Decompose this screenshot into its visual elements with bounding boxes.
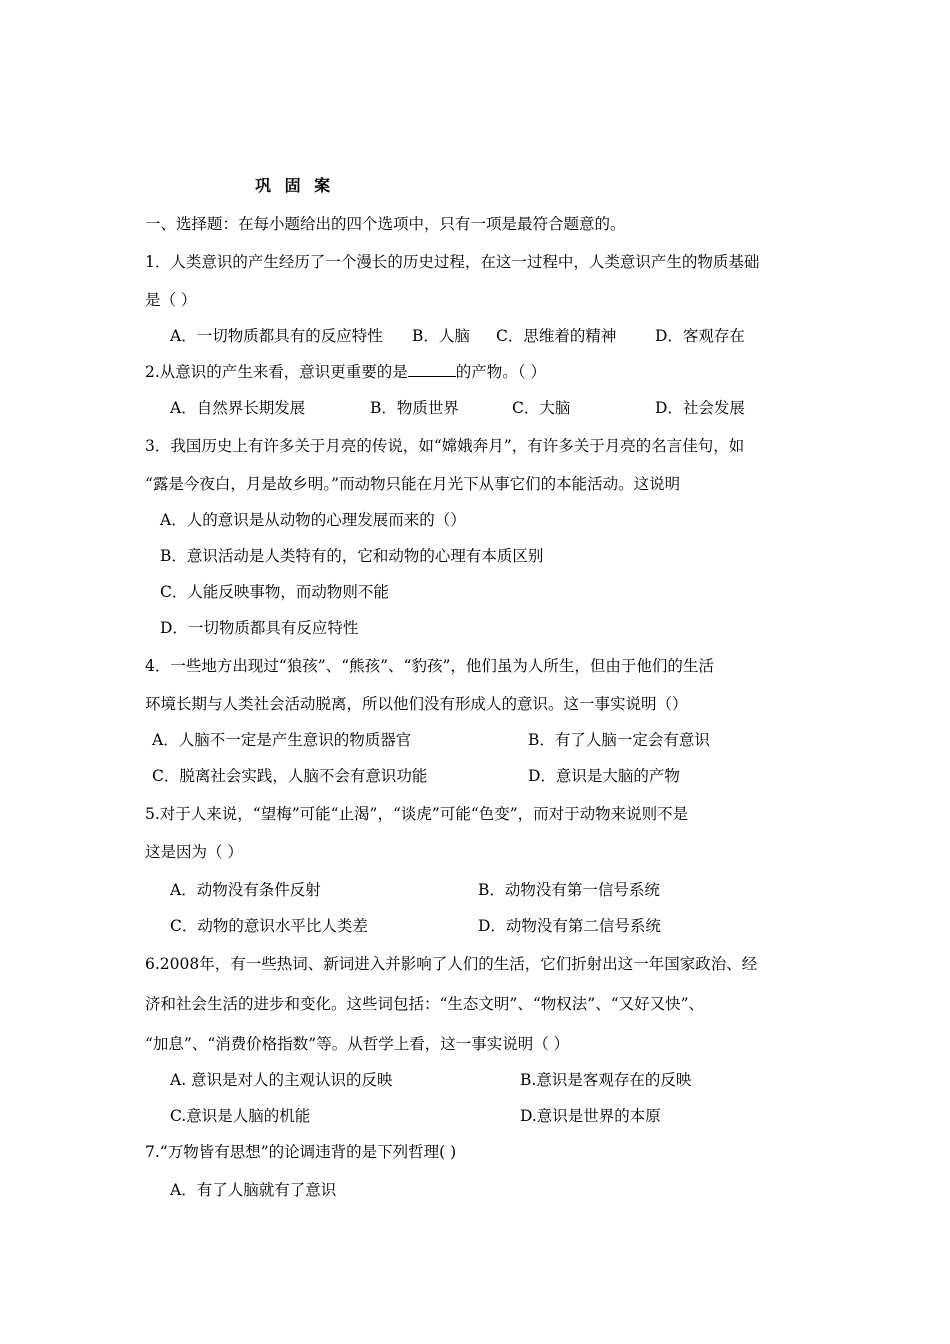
- question-5-stem-cont: 这是因为（ ）: [145, 843, 243, 861]
- question-4-stem-cont: 环境长期与人类社会活动脱离，所以他们没有形成人的意识。这一事实说明（）: [145, 695, 688, 713]
- q4-option-b: B．有了人脑一定会有意识: [528, 731, 710, 749]
- q6-option-a: A. 意识是对人的主观认识的反映: [170, 1071, 393, 1089]
- q2-option-d: D．社会发展: [655, 399, 745, 417]
- q3-option-d: D．一切物质都具有反应特性: [160, 619, 359, 637]
- q2-stem-post: 的产物。（ ）: [455, 363, 546, 381]
- q5-option-d: D．动物没有第二信号系统: [478, 917, 661, 935]
- q4-option-a: A．人脑不一定是产生意识的物质器官: [152, 731, 412, 749]
- q1-option-a: A．一切物质都具有的反应特性: [170, 327, 383, 345]
- question-7-stem: 7.“万物皆有思想”的论调违背的是下列哲理( ): [145, 1143, 457, 1161]
- q6-option-c: C.意识是人脑的机能: [170, 1107, 311, 1125]
- q7-option-a: A．有了人脑就有了意识: [170, 1181, 337, 1199]
- q1-option-c: C．思维着的精神: [496, 327, 617, 345]
- question-6-stem: 6.2008年，有一些热词、新词进入并影响了人们的生活，它们折射出这一年国家政治、经: [145, 955, 758, 973]
- answer-blank: [408, 362, 456, 377]
- page-title: 巩 固 案: [255, 176, 335, 195]
- question-1-stem-cont: 是（ ）: [145, 291, 197, 309]
- question-3-stem: 3．我国历史上有许多关于月亮的传说，如“嫦娥奔月”，有许多关于月亮的名言佳句，如: [145, 437, 745, 455]
- q6-option-d: D.意识是世界的本原: [520, 1107, 661, 1125]
- q2-option-a: A．自然界长期发展: [170, 399, 306, 417]
- q1-option-d: D．客观存在: [655, 327, 745, 345]
- q5-option-c: C．动物的意识水平比人类差: [170, 917, 368, 935]
- q4-option-d: D．意识是大脑的产物: [528, 767, 680, 785]
- q1-option-b: B．人脑: [412, 327, 470, 345]
- question-1-stem: 1．人类意识的产生经历了一个漫长的历史过程，在这一过程中，人类意识产生的物质基础: [145, 253, 760, 271]
- q3-option-a: A．人的意识是从动物的心理发展而来的（）: [160, 511, 466, 529]
- question-3-stem-cont: “露是今夜白，月是故乡明。”而动物只能在月光下从事它们的本能活动。这说明: [145, 475, 681, 493]
- question-4-stem: 4．一些地方出现过“狼孩”、“熊孩”、“豹孩”，他们虽为人所生，但由于他们的生活: [145, 657, 714, 675]
- q3-option-b: B．意识活动是人类特有的，它和动物的心理有本质区别: [160, 547, 544, 565]
- q2-option-b: B．物质世界: [370, 399, 459, 417]
- q2-stem-pre: 2.从意识的产生来看，意识更重要的是: [145, 363, 408, 381]
- q4-option-c: C．脱离社会实践，人脑不会有意识功能: [152, 767, 428, 785]
- q5-option-b: B．动物没有第一信号系统: [478, 881, 660, 899]
- q3-option-c: C．人能反映事物，而动物则不能: [160, 583, 389, 601]
- question-2-stem: [145, 362, 546, 382]
- question-6-stem-cont: 济和社会生活的进步和变化。这些词包括：“生态文明”、“物权法”、“又好又快”、: [145, 995, 705, 1013]
- question-6-stem-cont-2: “加息”、“消费价格指数”等。从哲学上看，这一事实说明（ ）: [145, 1035, 570, 1053]
- q6-option-b: B.意识是客观存在的反映: [520, 1071, 692, 1089]
- section-heading: 一、选择题：在每小题给出的四个选项中，只有一项是最符合题意的。: [145, 215, 626, 233]
- question-5-stem: 5.对于人来说，“望梅”可能“止渴”，“谈虎”可能“色变”，而对于动物来说则不是: [145, 805, 689, 823]
- q5-option-a: A．动物没有条件反射: [170, 881, 321, 899]
- q2-option-c: C．大脑: [512, 399, 571, 417]
